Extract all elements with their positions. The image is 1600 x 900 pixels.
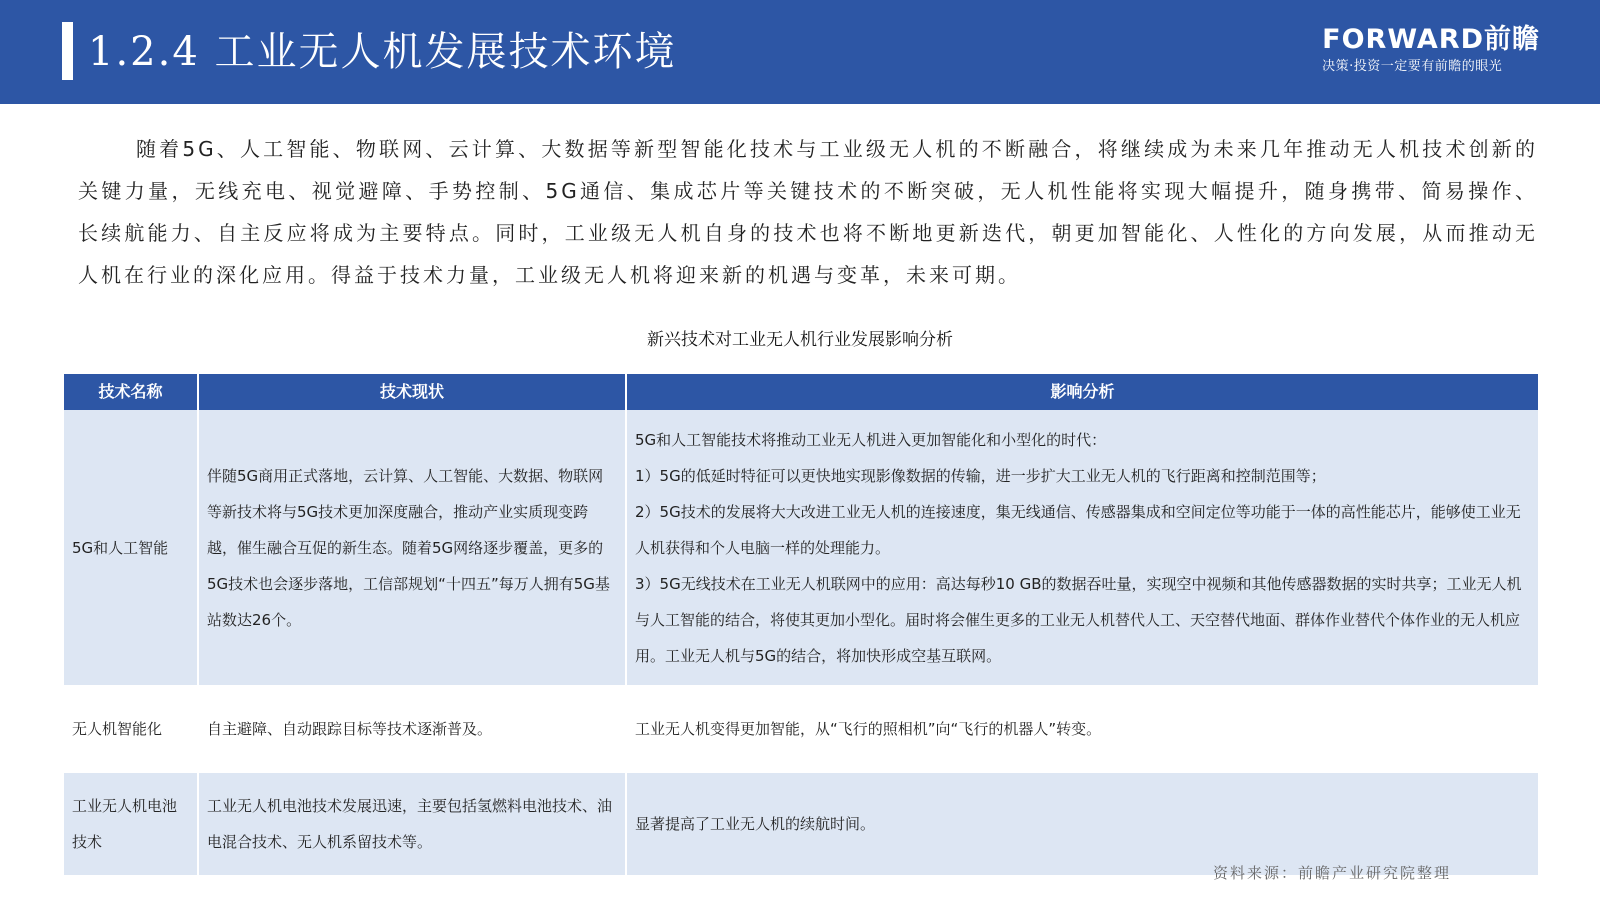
analysis-line: 5G和人工智能技术将推动工业无人机进入更加智能化和小型化的时代： (635, 430, 1107, 449)
impact-analysis-cell (626, 686, 1538, 772)
intro-paragraph: 随着5G、人工智能、物联网、云计算、大数据等新型智能化技术与工业级无人机的不断融合，将继续成为未来几年推动无人机技术创新的关键力量，无线充电、视觉避障、手势控制、5G通信、集成芯片等关键技术的不断突破，无人机性能将实现大幅提升，随身携带、简易操作、长续航能力、自主反应将成为主要特点。同时，工业级无人机自身的技术也将不断地更新迭代，朝更加智能化、人性化的方向发展，从而推动无人机在行业的深化应用。得益于技术力量，工业级无人机将迎来新的机遇与变革，未来可期。 (78, 137, 1538, 287)
tech-name-cell: 5G和人工智能 (64, 410, 198, 686)
analysis-line: 3）5G无线技术在工业无人机联网中的应用：高达每秒10 GB的数据吞吐量，实现空中视频和其他传感器数据的实时共享；工业无人机与人工智能的结合，将使其更加小型化。届时将会催生更多的工业无人机替代人工、天空替代地面、群体作业替代个体作业的无人机应用。工业无人机与5G的结合，将加快形成空基互联网。 (635, 574, 1522, 665)
source-note: 资料来源：前瞻产业研究院整理 (1213, 864, 1452, 882)
table-header-row (64, 374, 1538, 410)
logo-wordmark: FORWARD前瞻 (1322, 24, 1540, 55)
header-impact-analysis: 影响分析 (626, 374, 1538, 410)
header-banner (0, 0, 1600, 104)
header-tech-status: 技术现状 (198, 374, 626, 410)
impact-analysis-cell (626, 772, 1538, 876)
tech-status-cell: 伴随5G商用正式落地，云计算、人工智能、大数据、物联网等新技术将与5G技术更加深度融合，推动产业实质现变跨越，催生融合互促的新生态。随着5G网络逐步覆盖，更多的5G技术也会逐步落地，工信部规划“十四五”每万人拥有5G基站数达26个。 (198, 410, 626, 686)
analysis-line: 工业无人机变得更加智能，从“飞行的照相机”向“飞行的机器人”转变。 (635, 720, 1102, 738)
table-row (64, 410, 1538, 686)
title-accent-bar (62, 22, 73, 80)
table-caption: 新兴技术对工业无人机行业发展影响分析 (647, 330, 953, 350)
analysis-line: 显著提高了工业无人机的续航时间。 (635, 815, 876, 833)
page-title: 1.2.4 工业无人机发展技术环境 (88, 29, 677, 75)
header-tech-name: 技术名称 (64, 374, 198, 410)
tech-name-cell: 无人机智能化 (64, 686, 198, 772)
tech-status-cell: 工业无人机电池技术发展迅速，主要包括氢燃料电池技术、油电混合技术、无人机系留技术等。 (198, 772, 626, 876)
brand-logo (1322, 24, 1540, 76)
analysis-line: 1）5G的低延时特征可以更快地实现影像数据的传输，进一步扩大工业无人机的飞行距离和控制范围等； (635, 466, 1326, 485)
analysis-line: 2）5G技术的发展将大大改进工业无人机的连接速度，集无线通信、传感器集成和空间定位等功能于一体的高性能芯片，能够使工业无人机获得和个人电脑一样的处理能力。 (635, 502, 1521, 557)
table-row (64, 772, 1538, 876)
logo-slogan: 决策·投资一定要有前瞻的眼光 (1322, 59, 1503, 74)
tech-name-cell: 工业无人机电池技术 (64, 772, 198, 876)
technology-impact-table (64, 374, 1538, 877)
table-row (64, 686, 1538, 772)
impact-analysis-cell (626, 410, 1538, 686)
tech-status-cell: 自主避障、自动跟踪目标等技术逐渐普及。 (198, 686, 626, 772)
